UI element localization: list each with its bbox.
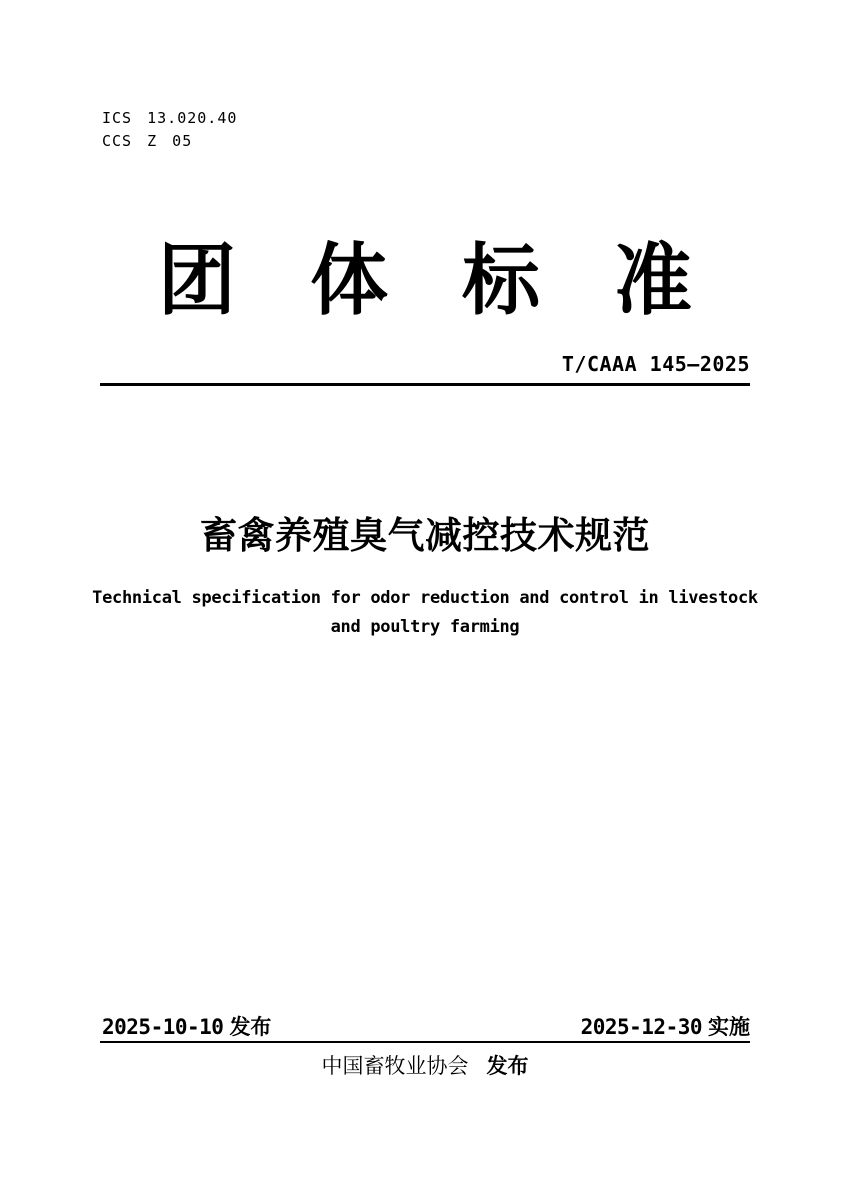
title-en-line-1: Technical specification for odor reduction and control in livestock — [92, 588, 758, 608]
ics-code: ICS 13.020.40 — [102, 109, 238, 127]
document-title-cn: 畜禽养殖臭气减控技术规范 — [200, 515, 650, 556]
issue-date-group — [102, 1011, 271, 1041]
implementation-date: 2025-12-30 — [580, 1015, 702, 1039]
document-title-en — [0, 584, 850, 642]
header-rule — [100, 383, 750, 386]
implementation-date-group — [581, 1011, 750, 1041]
issue-date-label: 发布 — [229, 1016, 272, 1039]
publisher-name: 中国畜牧业协会 — [321, 1055, 469, 1078]
standard-category-title — [0, 238, 850, 324]
standard-category-text: 团体标准 — [157, 236, 766, 324]
standard-number: T/CAAA 145—2025 — [561, 352, 750, 376]
publisher-action-label: 发布 — [486, 1055, 529, 1078]
issue-date: 2025-10-10 — [102, 1015, 224, 1039]
footer-rule — [100, 1041, 750, 1043]
footer-dates-row — [102, 1011, 750, 1041]
publisher-line — [0, 1050, 850, 1080]
ccs-code: CCS Z 05 — [102, 132, 193, 150]
title-en-line-2: and poultry farming — [330, 617, 520, 637]
classification-codes — [102, 107, 237, 153]
implementation-date-label: 实施 — [708, 1016, 750, 1039]
